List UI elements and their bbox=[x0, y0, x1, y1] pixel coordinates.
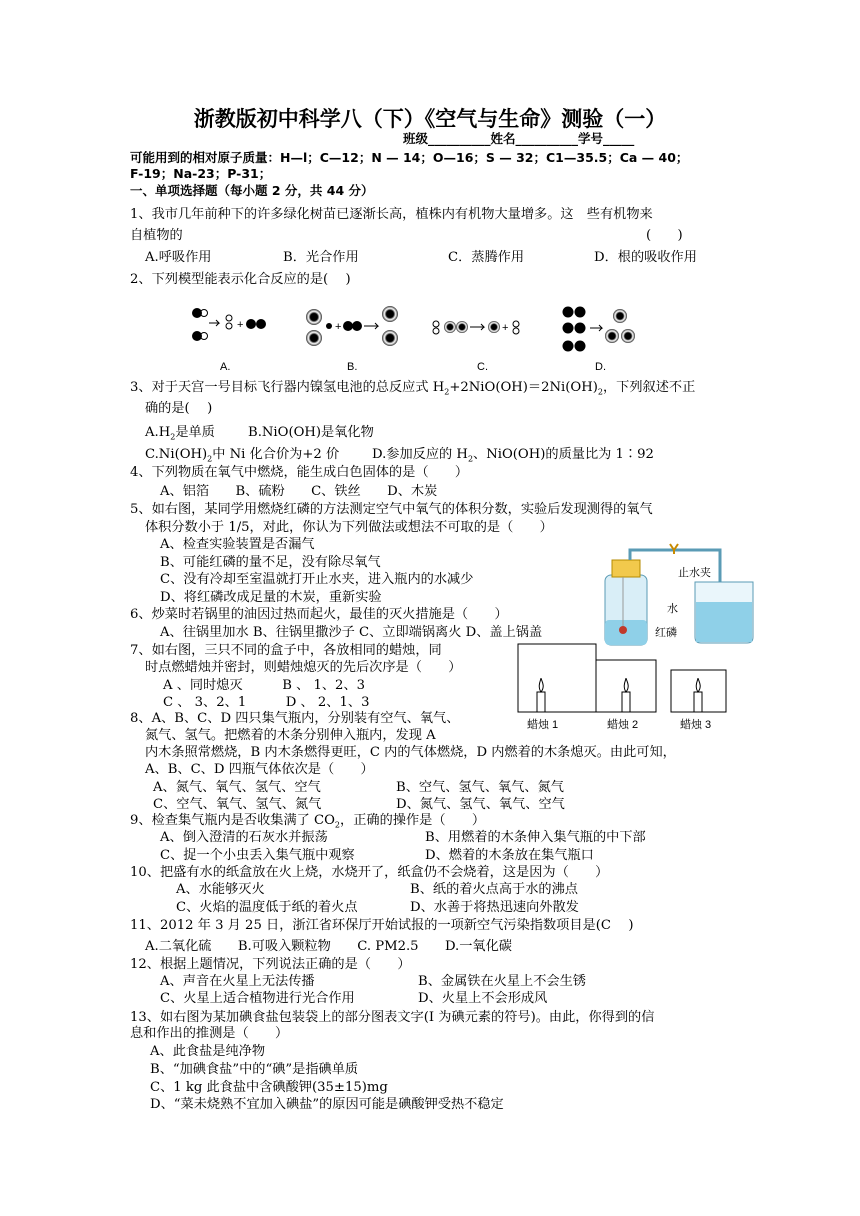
question-1-text: 1、我市几年前种下的许多绿化树苗已逐渐长高，植株内有机物大量增多。这 些有机物来 bbox=[130, 207, 653, 222]
question-2-text: 2、下列模型能表示化合反应的是( ) bbox=[130, 272, 351, 287]
question-1-answer-paren: ( ) bbox=[646, 228, 683, 243]
model-c-label: C. bbox=[477, 361, 488, 373]
atomic-masses-line-1: 可能用到的相对原子质量：H—l；C—12；N — 14；O—16；S — 32；C1—35.5；Ca — 40； bbox=[130, 150, 689, 165]
candle-label-3: 蜡烛 3 bbox=[680, 719, 712, 731]
question-6-options: A、往锅里加水 B、往锅里撒沙子 C、立即端锅离火 D、盖上锅盖 bbox=[160, 625, 543, 640]
student-info-line: 班级__________姓名__________学号_____ bbox=[403, 131, 635, 146]
question-1-option-c: C．蒸腾作用 bbox=[448, 250, 525, 265]
question-12-text: 12、根据上题情况，下列说法正确的是（ ） bbox=[130, 957, 411, 972]
model-a-label: A. bbox=[220, 361, 231, 373]
reaction-models-figure bbox=[185, 300, 645, 375]
question-12-option-a: A、声音在火星上无法传播 bbox=[160, 974, 315, 989]
question-3-option-b: B.NiO(OH)是氧化物 bbox=[248, 425, 374, 440]
question-5-option-c: C、没有冷却至室温就打开止水夹，进入瓶内的水减少 bbox=[160, 572, 474, 587]
question-3-option-c: $C.Ni(OH)_2$中 Ni 化合价为+2 价 bbox=[145, 447, 340, 464]
question-7-options-2: C 、 3、2、1 D 、 2、1、3 bbox=[163, 695, 370, 710]
candle-box-2 bbox=[596, 660, 656, 712]
question-4-text: 4、下列物质在氧气中燃烧，能生成白色固体的是（ ） bbox=[130, 465, 469, 480]
question-1-option-d: D．根的吸收作用 bbox=[594, 250, 697, 265]
section-heading: 一、单项选择题（每小题 2 分，共 44 分） bbox=[130, 183, 374, 198]
candle-label-1: 蜡烛 1 bbox=[527, 719, 559, 731]
question-10-text: 10、把盛有水的纸盒放在火上烧，水烧开了，纸盒仍不会烧着，这是因为（ ） bbox=[130, 865, 609, 880]
question-7-options-1: A 、同时熄灭 B 、 1、2、3 bbox=[163, 678, 366, 693]
question-1-text-2: 自植物的 bbox=[130, 228, 183, 243]
question-5-text-2: 体积分数小于 1/5，对此，你认为下列做法或想法不可取的是（ ） bbox=[145, 520, 553, 535]
svg-text:+: + bbox=[237, 319, 244, 331]
question-6-text: 6、炒菜时若锅里的油因过热而起火，最佳的灭火措施是（ ） bbox=[130, 607, 508, 622]
question-3-text: 3、对于天宫一号目标飞行器内镍氢电池的总反应式 $H_2+2NiO(OH)=2Ni(OH)_2$，下列叙述不正 bbox=[130, 380, 696, 397]
model-a bbox=[192, 308, 266, 341]
question-9-option-b: B、用燃着的木条伸入集气瓶的中下部 bbox=[425, 830, 646, 845]
candle-box-3 bbox=[671, 670, 726, 712]
candle-box-1 bbox=[518, 644, 596, 712]
model-b-label: B. bbox=[347, 361, 358, 373]
candle-boxes-figure bbox=[515, 640, 755, 735]
atomic-masses-line-2: F-19；Na-23；P-31； bbox=[130, 166, 272, 181]
question-10-option-d: D、水善于将热迅速向外散发 bbox=[410, 900, 579, 915]
question-13-option-d: D、“菜未烧熟不宜加入碘盐”的原因可能是碘酸钾受热不稳定 bbox=[150, 1097, 504, 1112]
question-7-text-2: 时点燃蜡烛并密封，则蜡烛熄灭的先后次序是（ ） bbox=[145, 660, 462, 675]
question-3-text-2: 确的是( ) bbox=[145, 401, 213, 416]
model-c bbox=[433, 321, 519, 334]
model-d bbox=[563, 307, 636, 352]
svg-text:+: + bbox=[335, 321, 342, 333]
question-8-text-2: 氮气、氢气。把燃着的木条分别伸入瓶内，发现 A bbox=[145, 728, 436, 743]
clamp-label: 止水夹 bbox=[678, 567, 711, 579]
svg-text:+: + bbox=[502, 322, 509, 334]
question-9-option-a: A、倒入澄清的石灰水并振荡 bbox=[160, 830, 328, 845]
question-8-option-b: B、空气、氢气、氧气、氮气 bbox=[396, 780, 564, 795]
question-5-option-a: A、检查实验装置是否漏气 bbox=[160, 537, 315, 552]
question-11-text: 11、2012 年 3 月 25 日，浙江省环保厅开始试报的一项新空气污染指数项目是(C ) bbox=[130, 918, 634, 933]
question-12-option-d: D、火星上不会形成风 bbox=[418, 991, 548, 1006]
question-10-option-a: A、水能够灭火 bbox=[176, 882, 265, 897]
model-b bbox=[306, 306, 398, 346]
question-4-options: A、铝箔 B、硫粉 C、铁丝 D、木炭 bbox=[160, 484, 438, 499]
question-5-option-b: B、可能红磷的量不足，没有除尽氧气 bbox=[160, 555, 381, 570]
question-8-option-d: D、氮气、氢气、氧气、空气 bbox=[396, 797, 565, 812]
question-13-text-2: 息和作出的推测是（ ） bbox=[130, 1026, 289, 1041]
question-7-text: 7、如右图，三只不同的盒子中，各放相同的蜡烛，同 bbox=[130, 643, 442, 658]
candle-label-2: 蜡烛 2 bbox=[607, 719, 639, 731]
question-13-option-b: B、“加碘食盐”中的“碘”是指碘单质 bbox=[150, 1062, 359, 1077]
question-12-option-b: B、金属铁在火星上不会生锈 bbox=[418, 974, 586, 989]
page-title: 浙教版初中科学八（下）《空气与生命》测验（一） bbox=[193, 107, 667, 131]
question-3-option-d: D.参加反应的 $H_2$、NiO(OH)的质量比为 1∶92 bbox=[372, 447, 654, 464]
question-13-option-c: C、1 kg 此食盐中含碘酸钾(35±15)mg bbox=[150, 1080, 388, 1095]
question-1-option-b: B．光合作用 bbox=[283, 250, 359, 265]
question-3-option-a: $A.H_2$是单质 bbox=[145, 425, 215, 442]
question-8-text-3: 内木条照常燃烧，B 内木条燃得更旺，C 内的气体燃烧，D 内燃着的木条熄灭。由此可知， bbox=[145, 745, 676, 760]
question-8-text: 8、A、B、C、D 四只集气瓶内，分别装有空气、氧气、 bbox=[130, 711, 460, 726]
question-5-option-d: D、将红磷改成足量的木炭，重新实验 bbox=[160, 590, 382, 605]
question-9-option-d: D、燃着的木条放在集气瓶口 bbox=[425, 848, 594, 863]
question-8-text-4: A、B、C、D 四瓶气体依次是（ ） bbox=[145, 762, 374, 777]
question-11-options: A.二氧化硫 B.可吸入颗粒物 C. PM2.5 D.一氧化碳 bbox=[145, 939, 512, 954]
model-d-label: D. bbox=[595, 361, 606, 373]
phosphorus-label: 红磷 bbox=[655, 627, 677, 639]
question-9-option-c: C、捉一个小虫丢入集气瓶中观察 bbox=[160, 848, 355, 863]
phosphorus-apparatus-figure bbox=[590, 540, 775, 650]
question-12-option-c: C、火星上适合植物进行光合作用 bbox=[160, 991, 355, 1006]
question-10-option-b: B、纸的着火点高于水的沸点 bbox=[410, 882, 578, 897]
question-8-option-c: C、空气、氧气、氢气、氮气 bbox=[153, 797, 322, 812]
question-13-option-a: A、此食盐是纯净物 bbox=[150, 1044, 266, 1059]
question-8-option-a: A、氮气、氧气、氢气、空气 bbox=[153, 780, 321, 795]
question-10-option-c: C、火焰的温度低于纸的着火点 bbox=[176, 900, 358, 915]
question-13-text: 13、如右图为某加碘食盐包装袋上的部分图表文字(I 为碘元素的符号)。由此，你得到的信 bbox=[130, 1010, 655, 1025]
water-label: 水 bbox=[667, 603, 678, 615]
question-1-option-a: A.呼吸作用 bbox=[145, 250, 212, 265]
question-9-text: 9、检查集气瓶内是否收集满了 $CO_2$，正确的操作是（ ） bbox=[130, 813, 486, 830]
question-5-text: 5、如右图，某同学用燃烧红磷的方法测定空气中氧气的体积分数，实验后发现测得的氧气 bbox=[130, 502, 653, 517]
